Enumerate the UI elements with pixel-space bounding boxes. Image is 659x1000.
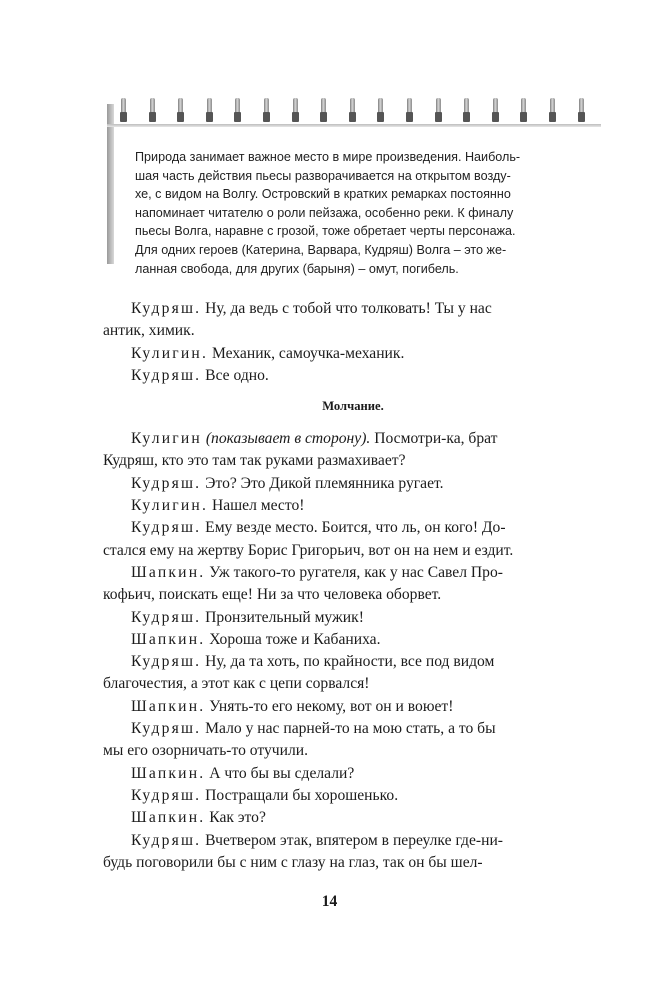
spiral-ring bbox=[521, 98, 526, 122]
dialogue-line bbox=[103, 428, 603, 450]
speaker-name: Кулигин. bbox=[131, 497, 209, 515]
speech-text: Как это? bbox=[205, 809, 266, 827]
spiral-ring bbox=[264, 98, 269, 122]
speech-text: Ну, да ведь с тобой что толковать! Ты у нас bbox=[201, 300, 492, 317]
spiral-ring bbox=[493, 98, 498, 122]
speech-text: Уж такого-то ругателя, как у нас Савел Про- bbox=[205, 563, 503, 581]
speech-text: Ну, да та хоть, по крайности, все под видом bbox=[201, 653, 495, 671]
speech-text: Унять-то его некому, вот он и воюет! bbox=[205, 697, 454, 715]
speaker-name: Кулигин. bbox=[131, 344, 209, 362]
speaker-name: Шапкин. bbox=[131, 563, 206, 581]
speech-text: Все одно. bbox=[201, 366, 269, 384]
inline-direction: (показывает в сторону). bbox=[201, 430, 371, 448]
dialogue-line bbox=[103, 785, 603, 807]
spiral-ring bbox=[550, 98, 555, 122]
dialogue-continuation: кофьич, поискать еще! Ни за что человека оборвет. bbox=[103, 586, 442, 604]
dialogue-continuation: благочестия, а этот как с цепи сорвался! bbox=[103, 675, 370, 693]
dialogue-continuation: мы его озорничать-то отучили. bbox=[103, 742, 309, 760]
speaker-name: Кудряш. bbox=[131, 519, 202, 537]
notepad-shadow bbox=[107, 104, 114, 264]
note-text bbox=[135, 148, 605, 278]
spiral-ring bbox=[207, 98, 212, 122]
spiral-ring bbox=[235, 98, 240, 122]
note-line: пьесы Волга, наравне с грозой, тоже обретает черты персонажа. bbox=[135, 224, 516, 239]
note-line: хе, с видом на Волгу. Островский в кратких ремарках постоянно bbox=[135, 187, 511, 202]
stage-direction: Молчание. bbox=[322, 399, 384, 414]
speaker-name: Кудряш. bbox=[131, 831, 202, 849]
speech-text: Механик, самоучка-механик. bbox=[208, 344, 405, 362]
dialogue-line bbox=[103, 517, 603, 539]
notepad-sidebar bbox=[107, 98, 601, 276]
note-line: ланная свобода, для других (барыня) – омут, погибель. bbox=[135, 261, 459, 276]
speaker-name: Кудряш. bbox=[131, 786, 202, 804]
speaker-name: Шапкин. bbox=[131, 809, 206, 827]
speaker-name: Шапкин. bbox=[131, 764, 206, 782]
dialogue-line bbox=[103, 365, 603, 387]
speaker-name: Шапкин. bbox=[131, 697, 206, 715]
spiral-ring bbox=[178, 98, 183, 122]
speaker-name: Кулигин bbox=[131, 430, 202, 448]
dialogue-line bbox=[103, 718, 603, 740]
spiral-ring bbox=[436, 98, 441, 122]
speaker-name: Кудряш. bbox=[131, 720, 202, 738]
spiral-ring bbox=[150, 98, 155, 122]
dialogue-continuation: Кудряш, кто это там так руками размахивает? bbox=[103, 452, 406, 470]
speaker-name: Кудряш. bbox=[131, 608, 202, 626]
notepad-spirals bbox=[121, 98, 591, 124]
note-line: Для одних героев (Катерина, Варвара, Кудряш) Волга – это же- bbox=[135, 242, 507, 257]
notepad-top-edge bbox=[107, 124, 601, 127]
dialogue-continuation: антик, химик. bbox=[103, 322, 195, 340]
dialogue-line bbox=[103, 562, 603, 584]
dialogue-line bbox=[103, 830, 603, 852]
speech-text: Посмотри-ка, брат bbox=[370, 430, 498, 448]
dialogue-line bbox=[103, 495, 603, 517]
spiral-ring bbox=[350, 98, 355, 122]
spiral-ring bbox=[378, 98, 383, 122]
page-number: 14 bbox=[321, 893, 338, 910]
spiral-ring bbox=[407, 98, 412, 122]
note-line: шая часть действия пьесы разворачивается на открытом возду- bbox=[135, 168, 511, 183]
speech-text: Вчетвером этак, впятером в переулке где-ни- bbox=[201, 831, 503, 849]
speech-text: А что бы вы сделали? bbox=[205, 764, 355, 782]
play-text bbox=[103, 298, 603, 874]
speech-text: Это? Это Дикой племянника ругает. bbox=[201, 474, 444, 492]
speaker-name: Кудряш. bbox=[131, 474, 202, 492]
spiral-ring bbox=[293, 98, 298, 122]
spiral-ring bbox=[121, 98, 126, 122]
speaker-name: Кудряш. bbox=[131, 653, 202, 671]
dialogue-line bbox=[103, 807, 603, 829]
dialogue-continuation: будь поговорили бы с ним с глазу на глаз, так он бы шел- bbox=[103, 853, 483, 871]
spiral-ring bbox=[464, 98, 469, 122]
dialogue-line bbox=[103, 763, 603, 785]
speaker-name: Кудряш. bbox=[131, 366, 202, 384]
speaker-name: Кудряш. bbox=[131, 300, 202, 317]
speech-text: Пронзительный мужик! bbox=[201, 608, 364, 626]
note-line: напоминает читателю о роли пейзажа, особенно реки. К финалу bbox=[135, 205, 514, 220]
dialogue-continuation: стался ему на жертву Борис Григорьич, вот он на нем и ездит. bbox=[103, 541, 514, 559]
speech-text: Хороша тоже и Кабаниха. bbox=[205, 630, 381, 648]
note-line: Природа занимает важное место в мире произведения. Наиболь- bbox=[135, 150, 521, 164]
dialogue-line bbox=[103, 651, 603, 673]
dialogue-line bbox=[103, 629, 603, 651]
speech-text: Ему везде место. Боится, что ль, он кого! До- bbox=[201, 519, 506, 537]
speech-text: Нашел место! bbox=[208, 497, 305, 515]
dialogue-line bbox=[103, 473, 603, 495]
spiral-ring bbox=[321, 98, 326, 122]
speech-text: Постращали бы хорошенько. bbox=[201, 786, 399, 804]
speech-text: Мало у нас парней-то на мою стать, а то бы bbox=[201, 720, 496, 738]
dialogue-line bbox=[103, 298, 603, 320]
speaker-name: Шапкин. bbox=[131, 630, 206, 648]
dialogue-line bbox=[103, 343, 603, 365]
dialogue-line bbox=[103, 607, 603, 629]
dialogue-line bbox=[103, 696, 603, 718]
spiral-ring bbox=[579, 98, 584, 122]
